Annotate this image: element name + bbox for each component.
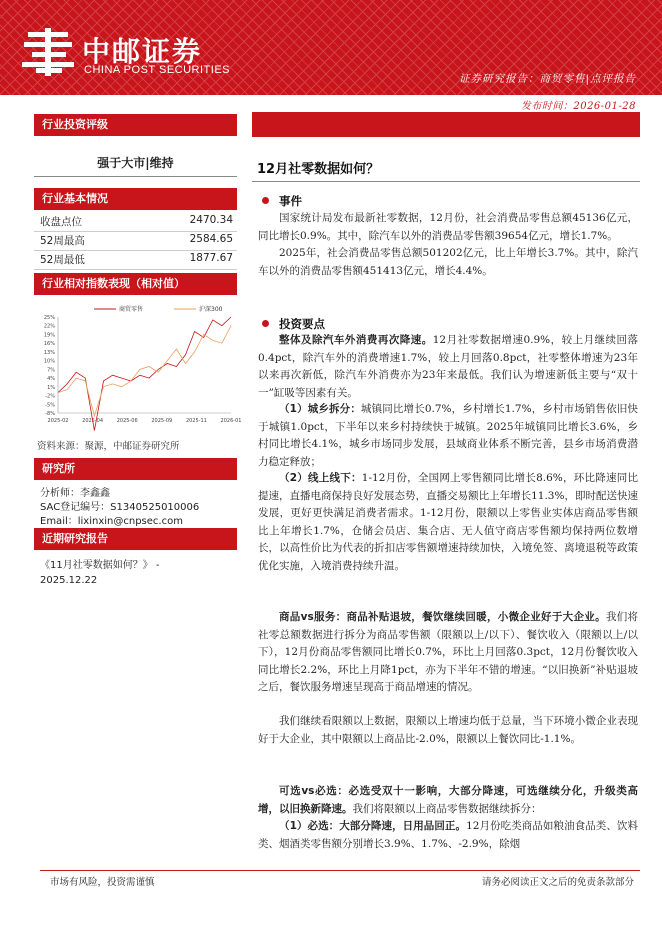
analyst-name: 分析师：李鑫鑫 — [40, 488, 110, 499]
point-online-offline: （2）线上线下：1-12月份，全国网上零售额同比增长8.6%，环比降速同比提速，直播电商保持良好发展态势，直播交易额比上年增长11.3%，即时配送快速发展，更好更快满足消费者需求。1-12月份，限额以上零售业实体店商品零售额比上年增长1.7%，仓储会员店、集合店、无人值守商店零售额均保持两位数增长，以高性价比为代表的折扣店零售额增速持续加快，入境免签、离境退税等政策优化实施，入境消费持续升温。 — [258, 472, 639, 572]
recent-report-title[interactable]: 《11月社零数据如何？》 - — [40, 560, 160, 571]
footer-divider — [40, 870, 640, 871]
y-tick-label: -5% — [45, 402, 55, 409]
key-points-heading: 投资要点 — [262, 316, 325, 332]
stat-value: 1877.67 — [189, 252, 233, 264]
y-tick-label: -8% — [45, 411, 55, 417]
y-tick-label: 13% — [43, 349, 55, 356]
china-post-logo-icon — [22, 28, 76, 76]
point-urban-rural: （1）城乡拆分：城镇同比增长0.7%，乡村增长1.7%，乡村市场销售依旧快于城镇1.0pct，下半年以来乡村持续快于城镇。2025年城镇同比增长3.6%，乡村同比增长4.1%，城乡市场同步发展，县域商业体系不断完善，县乡市场消费潜力稳定释放； — [258, 403, 638, 468]
relative-performance-chart — [34, 301, 242, 428]
y-tick-label: 25% — [43, 315, 55, 321]
y-tick-label: -2% — [45, 393, 55, 400]
report-type: 证券研究报告：商贸零售|点评报告 — [458, 73, 636, 85]
series-line — [58, 317, 231, 431]
divider — [34, 231, 237, 232]
disclaimer-notice: 请务必阅读正文之后的免责条款部分 — [481, 877, 634, 888]
y-tick-label: 7% — [47, 367, 55, 374]
y-tick-label: 16% — [43, 341, 55, 348]
x-tick-label: 2025-11 — [185, 418, 207, 424]
x-tick-label: 2025-02 — [47, 418, 69, 424]
y-tick-label: 1% — [47, 384, 55, 391]
recent-reports-header: 近期研究报告 — [34, 528, 237, 550]
research-section-header: 研究所 — [34, 458, 237, 480]
point-optional-essential: 可选vs必选：必选受双十一影响，大部分降速，可选继续分化，升级类高增，以旧换新降速。我们将限额以上商品零售数据继续拆分： — [258, 785, 638, 815]
sac-number: SAC登记编号：S1340525010006 — [40, 502, 200, 513]
stat-row — [40, 233, 233, 251]
y-tick-label: 19% — [43, 332, 55, 339]
stat-value: 2584.65 — [189, 233, 233, 245]
stat-row — [40, 252, 233, 270]
x-tick-label: 2025-04 — [82, 418, 104, 424]
series-line — [58, 326, 231, 416]
legend-label: 商贸零售 — [119, 306, 144, 313]
brand-name-cn: 中邮证券 — [82, 35, 203, 68]
performance-section-header: 行业相对指数表现（相对值） — [34, 273, 237, 295]
divider — [34, 269, 237, 270]
event-paragraph: 国家统计局发布最新社零数据，12月份，社会消费品零售总额45136亿元，同比增长0.9%。其中，除汽车以外的消费品零售额39654亿元，增长1.7%。 — [258, 212, 638, 242]
stat-label: 收盘点位 — [40, 216, 82, 228]
event-paragraph-2025: 2025年，社会消费品零售总额501202亿元，比上年增长3.7%。其中，除汽车以外的消费品零售额451413亿元，增长4.4%。 — [258, 247, 638, 277]
legend-label: 沪深300 — [199, 306, 223, 313]
divider — [34, 250, 237, 251]
bullet-icon — [262, 197, 269, 204]
point-essential: （1）必选：大部分降速，日用品回正。12月份吃类商品如粮油食品类、饮料类、烟酒类零售额分别增长3.9%、1.7%、-2.9%，除烟 — [258, 820, 638, 850]
divider — [34, 176, 237, 177]
analyst-email[interactable]: Email：lixinxin@cnpsec.com — [40, 516, 183, 527]
stat-value: 2470.34 — [189, 214, 233, 226]
stat-row — [40, 214, 233, 232]
rating-section-header: 行业投资评级 — [34, 114, 237, 136]
y-tick-label: 10% — [43, 358, 55, 365]
x-tick-label: 2025-09 — [151, 418, 173, 424]
point-goods-services: 商品vs服务：商品补贴退坡，餐饮继续回暖，小微企业好于大企业。我们将社零总额数据进行拆分为商品零售额（限额以上/以下）、餐饮收入（限额以上/以下），12月份商品零售额同比增长0.7%，环比上月回落0.3pct，12月份餐饮收入同比增长2.2%，环比上月降1pct，亦为下半年不错的增速。“以旧换新”补贴退坡之后，餐饮服务增速呈现高于商品增速的情况。 — [258, 611, 639, 693]
chart-source: 资料来源：聚源，中邮证券研究所 — [37, 441, 180, 452]
report-title: 12月社零数据如何？ — [257, 162, 380, 177]
brand-name-en: CHINA POST SECURITIES — [84, 64, 230, 76]
divider — [252, 181, 640, 182]
risk-notice: 市场有风险，投资需谨慎 — [50, 877, 155, 888]
report-header — [0, 0, 662, 95]
x-tick-label: 2026-01 — [220, 418, 242, 424]
event-heading: 事件 — [262, 193, 302, 209]
x-tick-label: 2025-06 — [116, 418, 138, 424]
basics-section-header: 行业基本情况 — [34, 188, 237, 210]
publish-date: 发布时间：2026-01-28 — [520, 101, 636, 112]
stat-label: 52周最低 — [40, 254, 85, 266]
point-above-quota: 我们继续看限额以上数据，限额以上增速均低于总量，当下环境小微企业表现好于大企业，其中限额以上商品比-2.0%，限额以上餐饮同比-1.1%。 — [258, 715, 638, 745]
stat-label: 52周最高 — [40, 235, 85, 247]
recent-report-date: 2025.12.22 — [40, 575, 98, 586]
industry-rating: 强于大市|维持 — [97, 156, 174, 170]
title-band — [252, 112, 640, 137]
y-tick-label: 22% — [43, 323, 55, 330]
bullet-icon — [262, 320, 269, 327]
point-overall: 整体及除汽车外消费再次降速。12月社零数据增速0.9%，较上月继续回落0.4pct，除汽车外的消费增速1.7%，较上月回落0.8pct，社零整体增速为23年以来再次新低，除汽车外消费亦为23年来最低。我们认为增速新低主要与“双十一”缸吸等因素有关。 — [258, 334, 638, 399]
y-tick-label: 4% — [47, 376, 55, 383]
